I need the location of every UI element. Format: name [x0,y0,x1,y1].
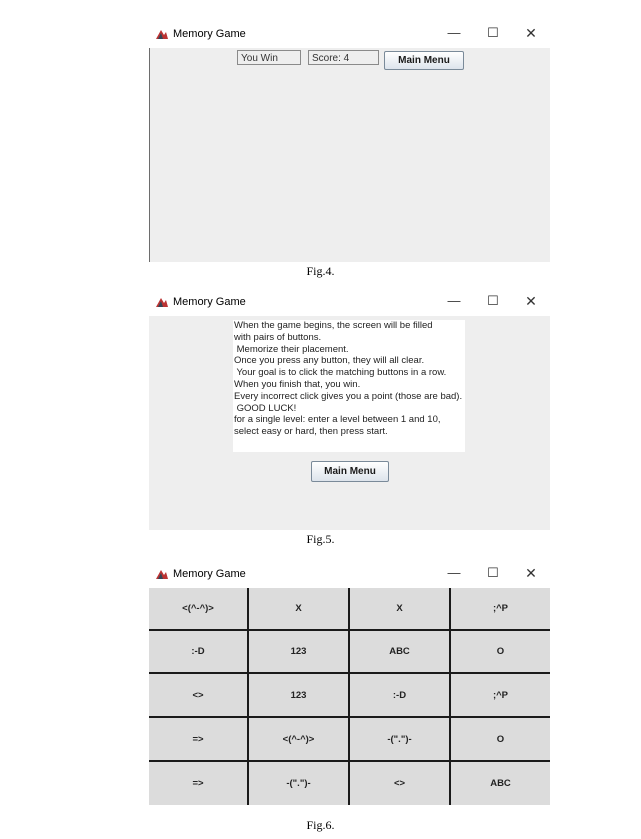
instruction-line: Your goal is to click the matching buttons in a row. [234,367,447,379]
instruction-line: Memorize their placement. [234,343,349,355]
memory-card-button[interactable]: => [149,718,247,760]
memory-card-button[interactable]: -(".")- [249,762,348,805]
close-icon[interactable]: ✕ [525,565,537,581]
main-menu-button[interactable]: Main Menu [384,51,464,70]
memory-card-button[interactable]: <(^-^)> [149,588,247,629]
instruction-line: Every incorrect click gives you a point (those are bad). [234,390,463,402]
memory-card-button[interactable]: ;^P [451,588,550,629]
instructions-text-area[interactable] [233,320,465,452]
memory-card-button[interactable]: O [451,718,550,760]
instruction-line: GOOD LUCK! [234,402,297,414]
memory-card-button[interactable]: O [451,631,550,672]
memory-card-button[interactable]: <(^-^)> [249,718,348,760]
main-menu-button[interactable]: Main Menu [311,461,389,482]
memory-card-button[interactable]: <> [149,674,247,716]
window-title: Memory Game [173,568,246,580]
fig5-client-area [149,316,550,530]
close-icon[interactable]: ✕ [525,293,537,309]
fig4-client-area [149,48,550,262]
fig6-window [149,560,550,805]
minimize-icon[interactable]: — [447,293,461,308]
instruction-line: select easy or hard, then press start. [234,426,388,438]
maximize-icon[interactable]: ☐ [487,25,499,40]
fig5-window [149,288,550,530]
fig4-window [149,20,550,262]
instruction-line: for a single level: enter a level between 1 and 10, [234,414,441,426]
memory-card-button[interactable]: ABC [451,762,550,805]
minimize-icon[interactable]: — [447,565,461,580]
instruction-line: Once you press any button, they will all clear. [234,355,425,367]
memory-card-button[interactable]: -(".")- [350,718,449,760]
memory-card-button[interactable]: X [249,588,348,629]
java-app-icon [155,295,169,308]
window-title: Memory Game [173,296,246,308]
memory-card-button[interactable]: ;^P [451,674,550,716]
memory-card-button[interactable]: X [350,588,449,629]
status-field[interactable]: You Win [237,50,301,65]
fig6-client-area [149,588,550,805]
memory-card-button[interactable]: 123 [249,674,348,716]
maximize-icon[interactable]: ☐ [487,565,499,580]
memory-card-button[interactable]: :-D [149,631,247,672]
minimize-icon[interactable]: — [447,25,461,40]
java-app-icon [155,27,169,40]
memory-card-button[interactable]: 123 [249,631,348,672]
memory-card-button[interactable]: :-D [350,674,449,716]
fig6-titlebar[interactable] [149,560,550,588]
score-field[interactable]: Score: 4 [308,50,379,65]
memory-card-button[interactable]: ABC [350,631,449,672]
fig5-caption: Fig.5. [306,532,335,546]
instruction-line: with pairs of buttons. [234,331,322,343]
fig4-caption: Fig.4. [306,264,335,278]
memory-button-grid [149,588,550,805]
memory-card-button[interactable]: => [149,762,247,805]
memory-card-button[interactable]: <> [350,762,449,805]
instruction-line: When the game begins, the screen will be filled [234,320,433,331]
instruction-line: When you finish that, you win. [234,378,361,390]
fig5-titlebar[interactable] [149,288,550,316]
window-title: Memory Game [173,28,246,40]
fig4-titlebar[interactable] [149,20,550,48]
java-app-icon [155,567,169,580]
maximize-icon[interactable]: ☐ [487,293,499,308]
close-icon[interactable]: ✕ [525,25,537,41]
fig6-caption: Fig.6. [306,818,335,832]
